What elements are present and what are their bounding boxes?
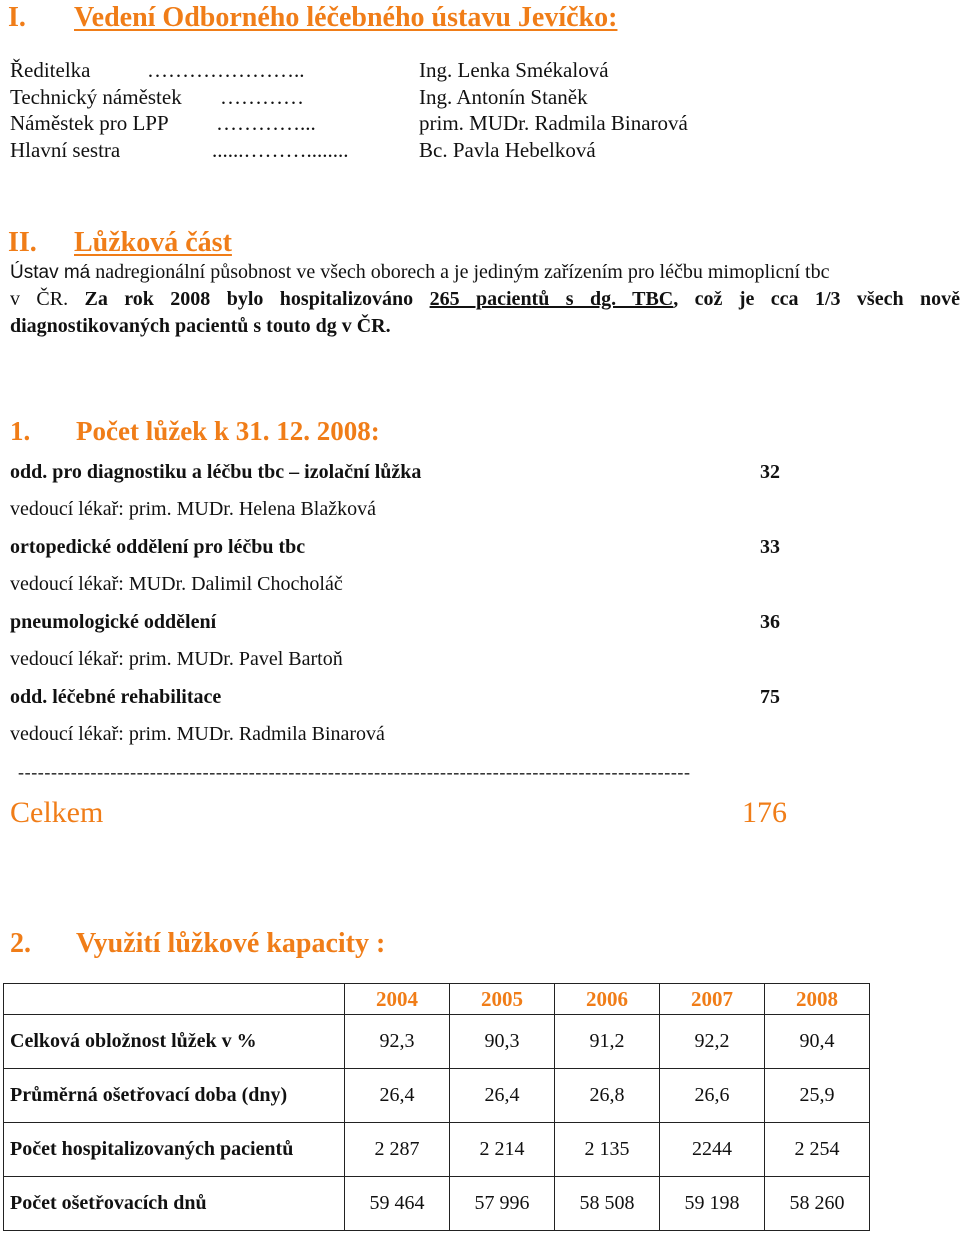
- table-header-row: [4, 984, 870, 1015]
- table-cell: 2 254: [765, 1123, 870, 1177]
- section-title: Vedení Odborného léčebného ústavu Jevíčko:: [74, 2, 618, 33]
- staff-dots: …………...: [216, 111, 316, 135]
- table-cell: 2 135: [555, 1123, 660, 1177]
- staff-name: Ing. Antonín Staněk: [419, 84, 588, 109]
- row-label: Počet ošetřovacích dnů: [4, 1177, 345, 1231]
- paragraph-text: v ČR.: [10, 288, 69, 310]
- table-cell: 58 508: [555, 1177, 660, 1231]
- section-1-heading: [8, 2, 617, 34]
- bed-count: 32: [760, 461, 780, 483]
- department-name: pneumologické oddělení: [10, 611, 217, 633]
- paragraph-line: diagnostikovaných pacientů s touto dg v ČR.: [10, 315, 391, 337]
- table-cell: 92,2: [660, 1015, 765, 1069]
- table-row: [4, 1177, 870, 1231]
- table-cell: 2244: [660, 1123, 765, 1177]
- table-cell: 2 214: [450, 1123, 555, 1177]
- row-label: Průměrná ošetřovací doba (dny): [4, 1069, 345, 1123]
- table-cell: 59 198: [660, 1177, 765, 1231]
- staff-dots: ......………........: [212, 137, 349, 162]
- table-cell: 58 260: [765, 1177, 870, 1231]
- table-cell: 57 996: [450, 1177, 555, 1231]
- department-doctor: vedoucí lékař: prim. MUDr. Pavel Bartoň: [10, 648, 343, 670]
- year-header: 2007: [660, 984, 765, 1015]
- paragraph-line: [10, 286, 960, 313]
- year-header: 2008: [765, 984, 870, 1015]
- bed-count: 36: [760, 611, 780, 633]
- staff-name: prim. MUDr. Radmila Binarová: [419, 111, 688, 135]
- table-cell: 25,9: [765, 1069, 870, 1123]
- staff-dots: …………: [220, 84, 304, 109]
- paragraph-highlight: 265 pacientů s dg. TBC: [429, 288, 674, 310]
- year-header: 2005: [450, 984, 555, 1015]
- staff-name: Bc. Pavla Hebelková: [419, 137, 596, 162]
- staff-dots: …………………..: [147, 58, 305, 82]
- section-number: 2.: [10, 928, 31, 959]
- table-row: [4, 1123, 870, 1177]
- staff-role: Náměstek pro LPP: [10, 111, 169, 135]
- staff-name: Ing. Lenka Smékalová: [419, 58, 609, 82]
- row-label: Celková obložnost lůžek v %: [4, 1015, 345, 1069]
- table-row: [4, 1015, 870, 1069]
- section-2-heading: [8, 227, 232, 259]
- staff-role: Ředitelka: [10, 58, 91, 82]
- section-title: Využití lůžkové kapacity :: [76, 928, 386, 959]
- table-cell: 26,8: [555, 1069, 660, 1123]
- row-label: Počet hospitalizovaných pacientů: [4, 1123, 345, 1177]
- separator-line: ------------------------------------------------------------------------------------------------------: [18, 762, 691, 782]
- table-cell: 26,4: [345, 1069, 450, 1123]
- section-title: Lůžková část: [74, 227, 232, 258]
- department-doctor: vedoucí lékař: prim. MUDr. Radmila Binarová: [10, 723, 385, 745]
- table-cell: 90,4: [765, 1015, 870, 1069]
- total-value: 176: [742, 796, 787, 829]
- table-cell: 26,4: [450, 1069, 555, 1123]
- paragraph-text: nadregionální působnost ve všech oborech a je jediným zařízením pro léčbu mimoplicní tbc: [90, 261, 830, 283]
- year-header: 2006: [555, 984, 660, 1015]
- section-number: I.: [8, 2, 26, 33]
- bed-count: 75: [760, 686, 780, 708]
- table-cell: 92,3: [345, 1015, 450, 1069]
- table-corner-cell: [4, 984, 345, 1015]
- section-number: II.: [8, 227, 37, 258]
- total-label: Celkem: [10, 796, 104, 829]
- bed-count: 33: [760, 536, 780, 558]
- section-title: Počet lůžek k 31. 12. 2008:: [76, 416, 380, 446]
- table-row: [4, 1069, 870, 1123]
- department-name: ortopedické oddělení pro léčbu tbc: [10, 536, 306, 558]
- staff-role: Technický náměstek: [10, 84, 182, 109]
- year-header: 2004: [345, 984, 450, 1015]
- table-cell: 90,3: [450, 1015, 555, 1069]
- staff-role: Hlavní sestra: [10, 137, 121, 162]
- capacity-heading: [10, 928, 385, 960]
- department-doctor: vedoucí lékař: prim. MUDr. Helena Blažková: [10, 498, 376, 520]
- capacity-table: [3, 983, 870, 1231]
- department-doctor: vedoucí lékař: MUDr. Dalimil Chocholáč: [10, 573, 343, 595]
- table-cell: 59 464: [345, 1177, 450, 1231]
- paragraph-line: [10, 259, 960, 286]
- department-name: odd. pro diagnostiku a léčbu tbc – izolační lůžka: [10, 461, 422, 483]
- paragraph-start: Ústav má: [10, 262, 91, 283]
- intro-paragraph: [10, 259, 960, 340]
- section-number: 1.: [10, 416, 31, 446]
- table-cell: 91,2: [555, 1015, 660, 1069]
- department-name: odd. léčebné rehabilitace: [10, 686, 222, 708]
- table-cell: 2 287: [345, 1123, 450, 1177]
- table-cell: 26,6: [660, 1069, 765, 1123]
- paragraph-text: , což je cca 1/3 všech nově: [673, 288, 960, 310]
- beds-heading: [10, 416, 380, 447]
- paragraph-text: Za rok 2008 bylo hospitalizováno: [68, 288, 430, 310]
